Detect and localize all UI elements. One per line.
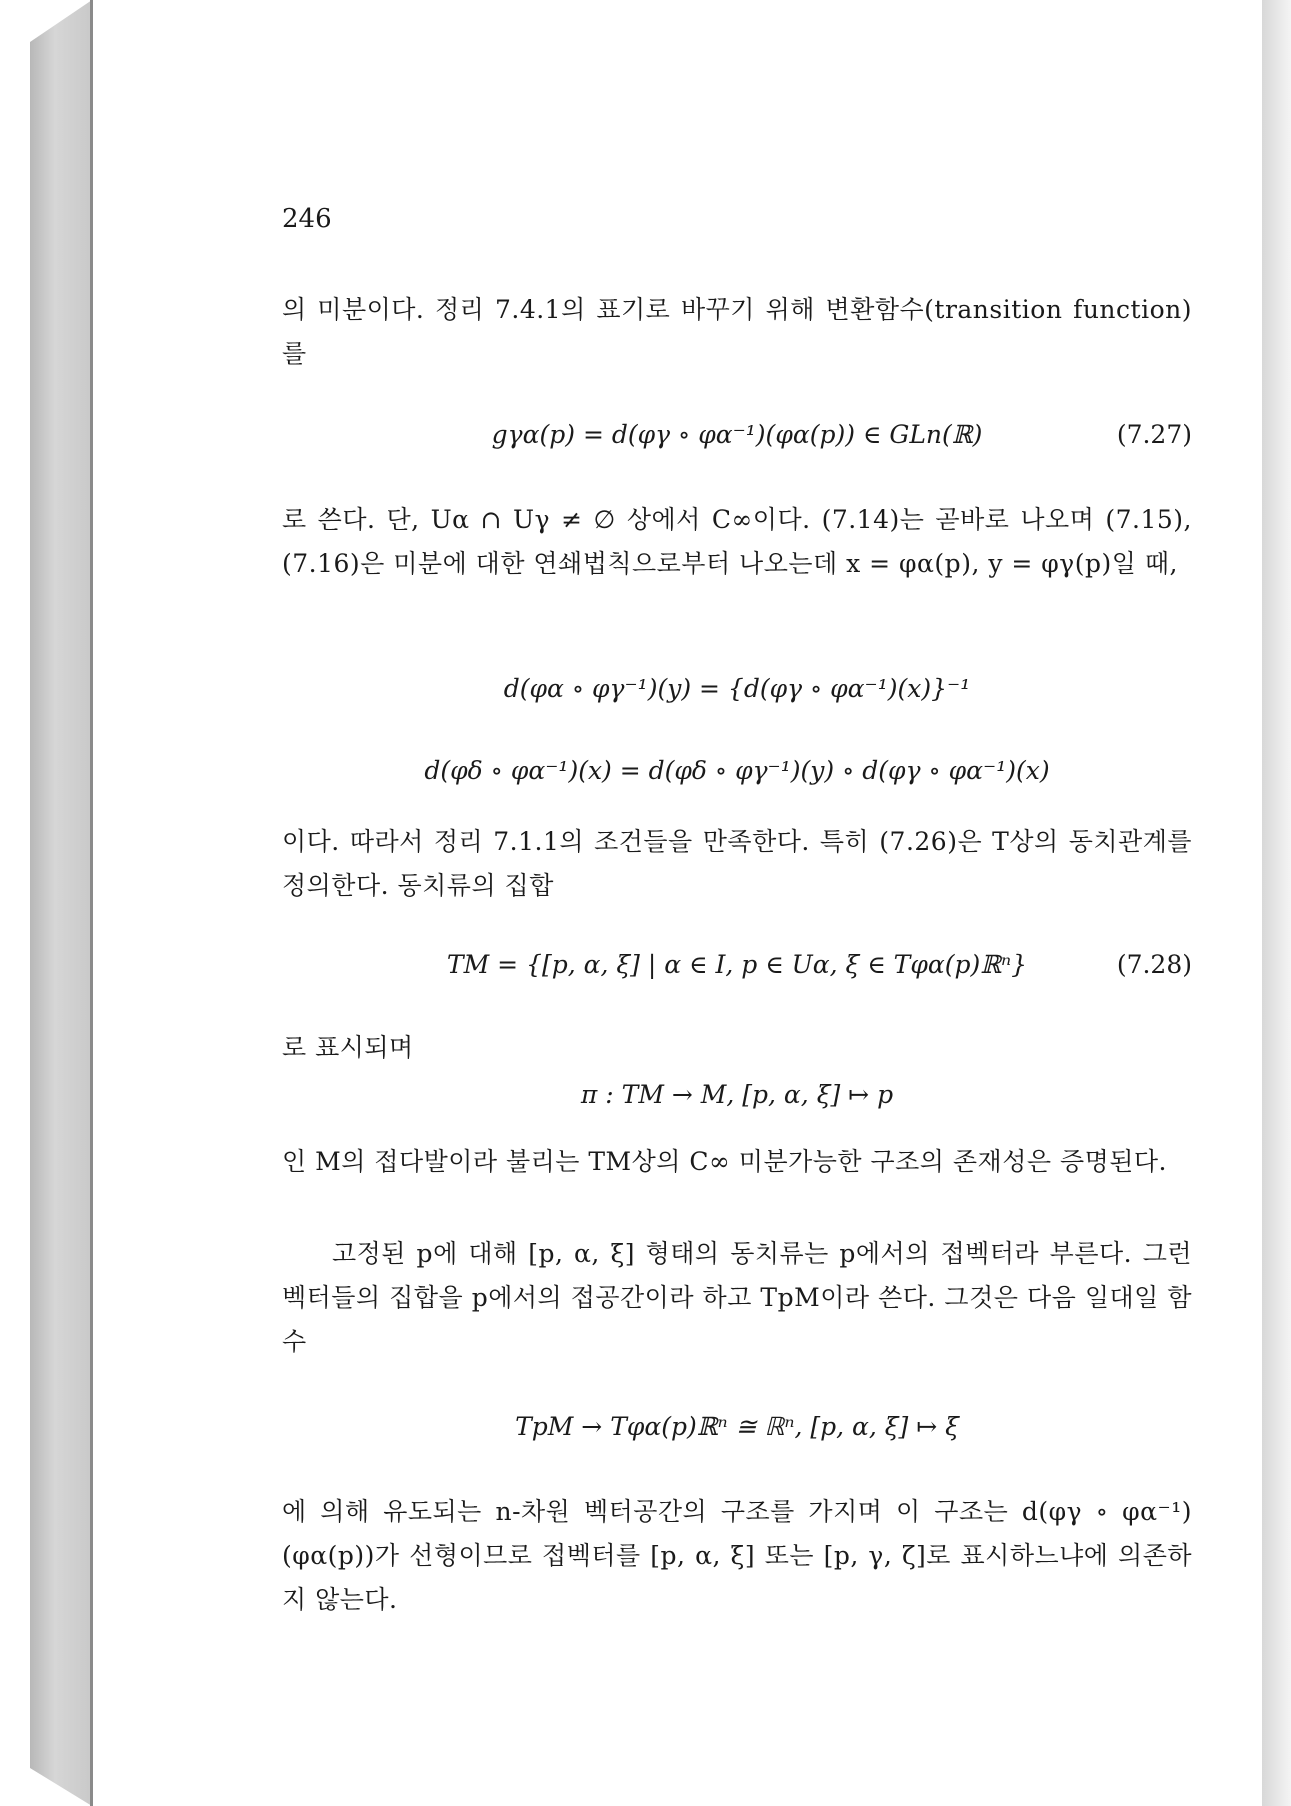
paragraph-5 [282, 1140, 1192, 1184]
paragraph-6 [282, 1232, 1192, 1364]
equation-inverse [282, 674, 1192, 703]
paragraph-2 [282, 498, 1192, 586]
page-number: 246 [282, 204, 332, 234]
equation-7-28-number: (7.28) [1116, 950, 1192, 979]
equation-chain-rule-body: d(φδ ∘ φα⁻¹)(x) = d(φδ ∘ φγ⁻¹)(y) ∘ d(φγ ∘ φα⁻¹)(x) [424, 756, 1050, 785]
equation-7-28 [282, 950, 1192, 979]
paragraph-3-text: 이다. 따라서 정리 7.1.1의 조건들을 만족한다. 특히 (7.26)은 T상의 동치관계를 정의한다. 동치류의 집합 [282, 827, 1192, 900]
paragraph-5-text: 인 M의 접다발이라 불리는 TM상의 C∞ 미분가능한 구조의 존재성은 증명된다. [282, 1147, 1167, 1176]
paragraph-1-text: 의 미분이다. 정리 7.4.1의 표기로 바꾸기 위해 변환함수(transition function)를 [282, 295, 1192, 368]
book-spine [30, 0, 92, 1806]
equation-tangent-space [282, 1412, 1192, 1441]
equation-7-28-body: TM = {[p, α, ξ] | α ∈ I, p ∈ Uα, ξ ∈ Tφα(p)ℝⁿ} [446, 950, 1028, 979]
paragraph-4-text: 로 표시되며 [282, 1033, 414, 1062]
paragraph-2-text: 로 쓴다. 단, Uα ∩ Uγ ≠ ∅ 상에서 C∞이다. (7.14)는 곧바로 나오며 (7.15), (7.16)은 미분에 대한 연쇄법칙으로부터 나오는데 x = φα(p), y = φγ(p)일 때, [282, 505, 1192, 578]
paragraph-1 [282, 288, 1192, 376]
paragraph-6-text: 고정된 p에 대해 [p, α, ξ] 형태의 동치류는 p에서의 접벡터라 부른다. 그런 벡터들의 집합을 p에서의 접공간이라 하고 TpM이라 쓴다. 그것은 다음 일대일 함수 [282, 1239, 1192, 1356]
page-edge-shadow [1262, 0, 1291, 1806]
equation-projection [282, 1080, 1192, 1109]
equation-7-27-number: (7.27) [1116, 420, 1192, 449]
paragraph-4 [282, 1026, 1192, 1070]
equation-projection-body: π : TM → M, [p, α, ξ] ↦ p [580, 1080, 894, 1109]
equation-inverse-body: d(φα ∘ φγ⁻¹)(y) = {d(φγ ∘ φα⁻¹)(x)}⁻¹ [503, 674, 971, 703]
equation-chain-rule [282, 756, 1192, 785]
equation-tangent-space-body: TpM → Tφα(p)ℝⁿ ≅ ℝⁿ, [p, α, ξ] ↦ ξ [515, 1412, 959, 1441]
equation-7-27-body: gγα(p) = d(φγ ∘ φα⁻¹)(φα(p)) ∈ GLn(ℝ) [491, 420, 983, 449]
equation-7-27 [282, 420, 1192, 449]
paragraph-7 [282, 1490, 1192, 1622]
paragraph-7-text: 에 의해 유도되는 n-차원 벡터공간의 구조를 가지며 이 구조는 d(φγ ∘ φα⁻¹)(φα(p))가 선형이므로 접벡터를 [p, α, ξ] 또는 [p, γ, ζ]로 표시하느냐에 의존하지 않는다. [282, 1497, 1192, 1614]
paragraph-3 [282, 820, 1192, 908]
